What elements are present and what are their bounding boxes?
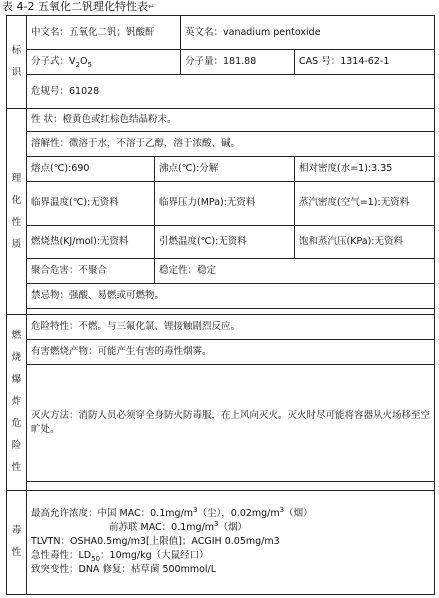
row-danger [7,315,435,340]
cell-en-name: 英文名：vanadium pentoxide [181,16,435,50]
row-appearance [7,108,435,131]
row-points [7,156,435,181]
cell-combustion-heat: 燃烧热(KJ/mol):无资料 [27,225,155,258]
cell-melting-point: 熔点(℃):690 [27,156,155,181]
caption-number: 表 4-2 [2,0,35,13]
property-table [6,15,435,595]
cell-formula: 分子式：$V_2O_5$ [27,50,181,75]
row-names [7,16,435,50]
cell-cas: CAS 号：1314-62-1 [295,50,435,75]
row-incompatible [7,284,435,309]
cell-critical-pressure: 临界压力(MPa):无资料 [155,181,295,225]
caption-title: 五氧化二钒理化特性表 [37,0,148,13]
cell-boiling-point: 沸点(℃):分解 [155,156,295,181]
cell-appearance: 性 状：橙黄色或红棕色结晶粉末。 [27,108,435,131]
cell-stability: 稳定性：稳定 [155,259,435,284]
cell-polymerization: 聚合危害：不聚合 [27,259,155,284]
section-toxicity: 毒 性 [7,490,27,594]
cell-vapor-density: 蒸汽密度(空气=1):无资料 [295,181,435,225]
row-heat [7,225,435,258]
cell-critical-temp: 临界温度(℃):无资料 [27,181,155,225]
row-solubility [7,131,435,156]
row-toxicity [7,490,435,594]
mac-former-ussr: 前苏联 MAC：$0.1mg/m^3$（烟） [109,520,248,534]
table-caption [2,0,155,14]
row-critical [7,181,435,225]
row-hazard-no [7,75,435,108]
paragraph-mark-icon: ↵ [147,2,155,11]
acute-toxicity: 急性毒性：$LD_{50}$：10mg/kg（大鼠经口） [31,550,209,564]
tlv-line: TLVTN：OSHA0.5mg/m3[上限值]；ACGIH 0.05mg/m3 [31,536,280,548]
cell-incompatible: 禁忌物：强酸、易燃或可燃物。 [27,284,435,309]
cell-products: 有害燃烧产物：可能产生有害的毒性烟雾。 [27,340,435,365]
cell-cn-name: 中文名：五氧化二钒；钒酸酐 [27,16,181,50]
mutagenicity: 致突变性：DNA 修复：枯草菌 500mmol/L [31,564,217,576]
row-fire-fighting [7,365,435,482]
section-hazard: 燃 烧 爆 炸 危 险 性 [7,315,27,490]
row-hazard-spacer [7,482,435,490]
cell-vapor-pressure: 饱和蒸汽压(KPa):无资料 [295,225,435,258]
cell-hazard-no: 危规号：61028 [27,75,435,108]
cell-danger: 危险特性：不燃。与三氟化氯、锂接触剧烈反应。 [27,315,435,340]
cell-toxicity [27,490,435,594]
cell-mol-weight: 分子量：181.88 [181,50,295,75]
row-polymer [7,259,435,284]
cell-ignition-temp: 引燃温度(℃):无资料 [155,225,295,258]
cell-density: 相对密度(水=1):3.35 [295,156,435,181]
row-formula [7,50,435,75]
row-products [7,340,435,365]
cell-fire-fighting: 灭火方法：消防人员必须穿全身防火防毒服，在上风向灭火。灭火时尽可能将容器从火场移至空旷处。 [27,365,435,482]
section-identity: 标 识 [7,16,27,109]
section-physchem: 理 化 性 质 [7,108,27,315]
cell-solubility: 溶解性：微溶于水，不溶于乙醇，溶于浓酸、碱。 [27,131,435,156]
mac-china: 最高允许浓度：中国 MAC：$0.1mg/m^3$（尘），$0.02mg/m^3$（烟） [31,506,313,520]
